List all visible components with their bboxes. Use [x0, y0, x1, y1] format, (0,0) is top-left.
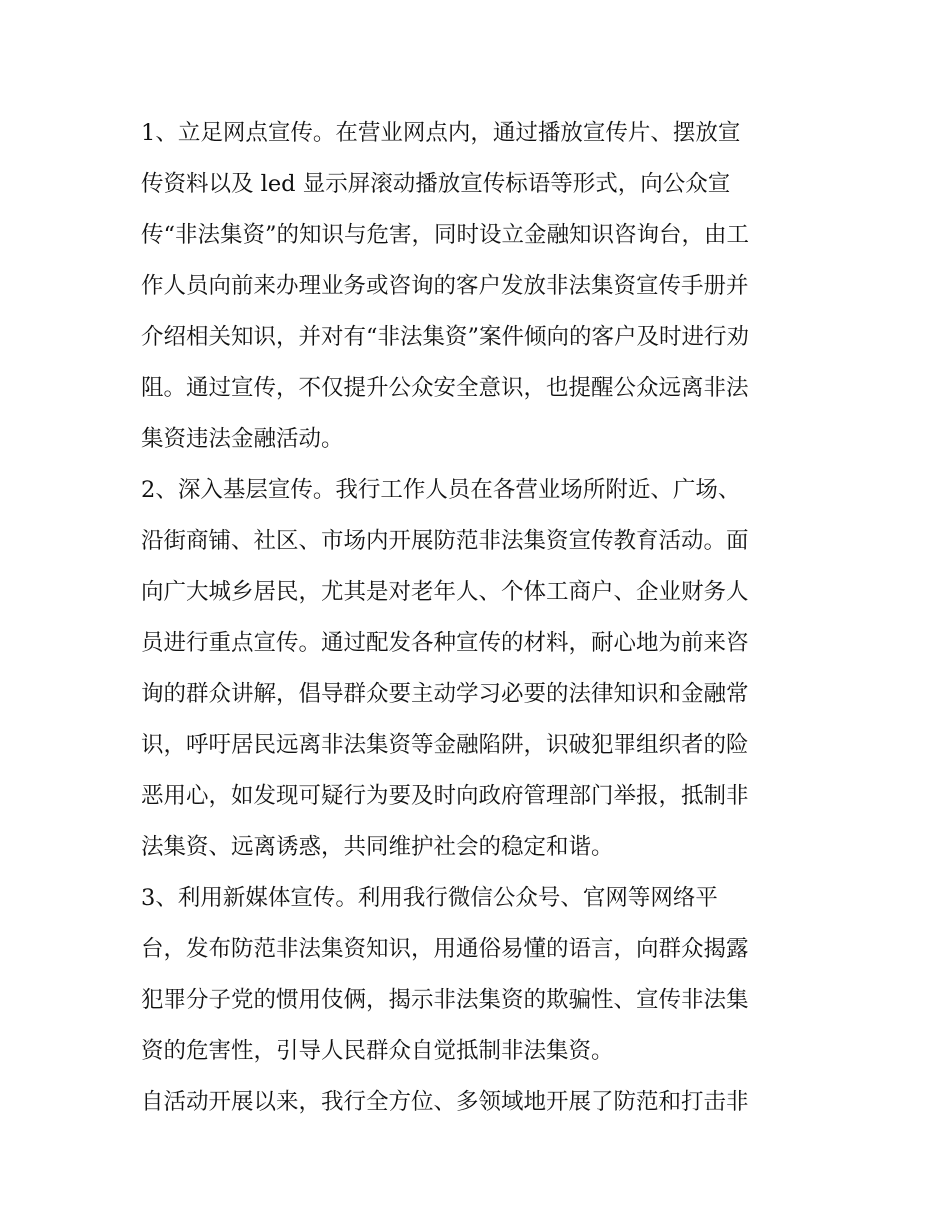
- text-line: 2、深入基层宣传。我行工作人员在各营业场所附近、广场、: [141, 477, 741, 503]
- text-line: 传资料以及 led 显示屏滚动播放宣传标语等形式，向公众宣: [141, 171, 731, 197]
- text-line: 传“非法集资”的知识与危害，同时设立金融知识咨询台，由工: [141, 222, 750, 248]
- text-line: 1、立足网点宣传。在营业网点内，通过播放宣传片、摆放宣: [141, 120, 741, 146]
- text-line: 向广大城乡居民，尤其是对老年人、个体工商户、企业财务人: [141, 579, 749, 605]
- text-line: 阻。通过宣传，不仅提升公众安全意识，也提醒公众远离非法: [141, 375, 749, 401]
- text-line: 识，呼吁居民远离非法集资等金融陷阱，识破犯罪组织者的险: [141, 732, 749, 758]
- text-line: 法集资、远离诱惑，共同维护社会的稳定和谐。: [141, 834, 614, 860]
- text-line: 犯罪分子党的惯用伎俩，揭示非法集资的欺骗性、宣传非法集: [141, 987, 749, 1013]
- text-line: 恶用心，如发现可疑行为要及时向政府管理部门举报，抵制非: [141, 783, 749, 809]
- text-line: 员进行重点宣传。通过配发各种宣传的材料，耐心地为前来咨: [141, 630, 749, 656]
- text-line: 介绍相关知识，并对有“非法集资”案件倾向的客户及时进行劝: [141, 324, 750, 350]
- text-line: 台，发布防范非法集资知识，用通俗易懂的语言，向群众揭露: [141, 936, 749, 962]
- text-line: 询的群众讲解，倡导群众要主动学习必要的法律知识和金融常: [141, 681, 749, 707]
- text-line: 自活动开展以来，我行全方位、多领域地开展了防范和打击非: [141, 1089, 749, 1115]
- text-line: 资的危害性，引导人民群众自觉抵制非法集资。: [141, 1038, 614, 1064]
- text-line: 3、利用新媒体宣传。利用我行微信公众号、官网等网络平: [141, 885, 718, 911]
- text-line: 作人员向前来办理业务或咨询的客户发放非法集资宣传手册并: [141, 273, 749, 299]
- text-line: 集资违法金融活动。: [141, 426, 344, 452]
- body-text: [141, 108, 821, 1128]
- text-line: 沿街商铺、社区、市场内开展防范非法集资宣传教育活动。面: [141, 528, 749, 554]
